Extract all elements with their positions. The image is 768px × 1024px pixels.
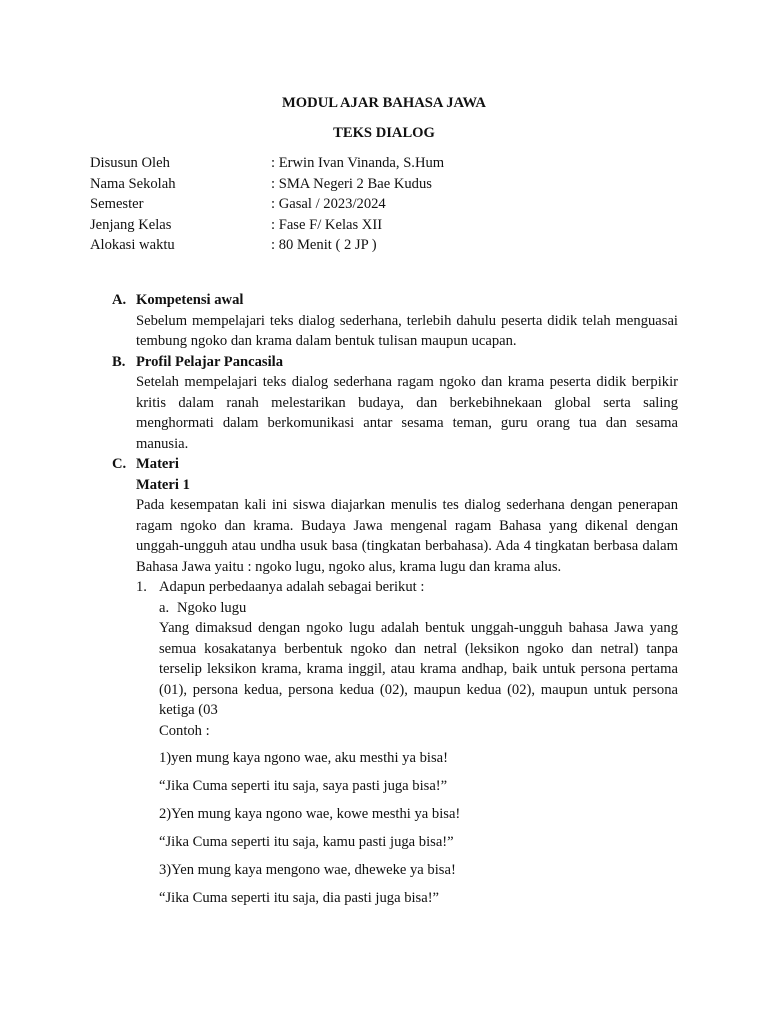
info-label: Jenjang Kelas	[90, 216, 172, 233]
example-line: “Jika Cuma seperti itu saja, kamu pasti juga bisa!”	[159, 834, 454, 850]
section-b-heading	[112, 352, 678, 373]
section-c-letter: C.	[112, 456, 127, 472]
info-value: : Fase F/ Kelas XII	[271, 216, 383, 233]
info-value: : Gasal / 2023/2024	[271, 196, 386, 212]
section-b-text: Setelah mempelajari teks dialog sederhana ragam ngoko dan krama peserta didik berpikir kritis dalam ranah melestarikan budaya, dan berkebihnekaan global serta saling menghormati dalam berkomunikasi antar sesama teman, guru orang tua dan sesama manusia.	[136, 374, 678, 452]
example-line: 1)yen mung kaya ngono wae, aku mesthi ya bisa!	[159, 750, 448, 766]
contoh-label: Contoh :	[159, 722, 210, 739]
info-row-author	[90, 153, 690, 174]
section-c-text: Pada kesempatan kali ini siswa diajarkan menulis tes dialog sederhana dengan penerapan ragam ngoko dan krama. Budaya Jawa mengenal ragam Bahasa yang dikenal dengan unggah-ungguh atau undha usuk basa (tingkatan berbahasa). Ada 4 tingkatan berbasa dalam Bahasa Jawa yaitu : ngoko lugu, ngoko alus, krama lugu dan krama alus.	[136, 497, 678, 575]
example-line: 3)Yen mung kaya mengono wae, dheweke ya bisa!	[159, 862, 456, 878]
section-a-title: Kompetensi awal	[136, 292, 244, 308]
section-a-heading	[112, 290, 678, 311]
list-number: 1.	[136, 579, 147, 595]
section-c-heading	[112, 454, 678, 475]
info-label: Disusun Oleh	[90, 155, 170, 171]
info-label: Nama Sekolah	[90, 175, 176, 192]
example-line: “Jika Cuma seperti itu saja, dia pasti juga bisa!”	[159, 890, 440, 906]
section-a-text: Sebelum mempelajari teks dialog sederhana, terlebih dahulu peserta didik telah menguasai tembung ngoko dan krama dalam bentuk tulisan maupun ucapan.	[136, 312, 678, 349]
info-row-time	[90, 235, 690, 256]
section-a-letter: A.	[112, 292, 127, 308]
section-c-subheading: Materi 1	[136, 476, 190, 493]
section-b-letter: B.	[112, 353, 126, 370]
info-value: : 80 Menit ( 2 JP )	[271, 237, 377, 253]
info-table	[90, 153, 690, 256]
info-row-semester	[90, 194, 690, 215]
document-title: MODUL AJAR BAHASA JAWA	[282, 95, 486, 111]
numbered-item-1	[112, 577, 678, 598]
section-b-title: Profil Pelajar Pancasila	[136, 353, 283, 370]
info-row-school	[90, 174, 690, 195]
info-value: : Erwin Ivan Vinanda, S.Hum	[271, 155, 445, 171]
sections	[112, 290, 678, 741]
examples-list	[159, 748, 679, 916]
list-item-text: Adapun perbedaanya adalah sebagai berikut :	[159, 579, 425, 595]
example-line: “Jika Cuma seperti itu saja, saya pasti juga bisa!”	[159, 778, 448, 794]
ngoko-lugu-definition: Yang dimaksud dengan ngoko lugu adalah bentuk unggah-ungguh bahasa Jawa yang semua kosakatanya berbentuk ngoko dan netral (leksikon ngoko dan netral) tanpa terselip leksikon krama, krama inggil, atau krama andhap, baik untuk persona pertama (01), persona kedua, persona kedua (02), maupun kedua (02), maupun untuk persona ketiga (03	[159, 620, 678, 718]
list-letter: a.	[159, 599, 170, 616]
section-c-title: Materi	[136, 456, 179, 472]
info-label: Alokasi waktu	[90, 237, 175, 253]
list-item-text: Ngoko lugu	[177, 599, 247, 616]
info-row-class	[90, 215, 690, 236]
document-subtitle: TEKS DIALOG	[333, 125, 435, 141]
info-label: Semester	[90, 196, 144, 212]
sub-item-a	[112, 598, 678, 619]
info-value: : SMA Negeri 2 Bae Kudus	[271, 175, 432, 192]
example-line: 2)Yen mung kaya ngono wae, kowe mesthi ya bisa!	[159, 806, 461, 822]
